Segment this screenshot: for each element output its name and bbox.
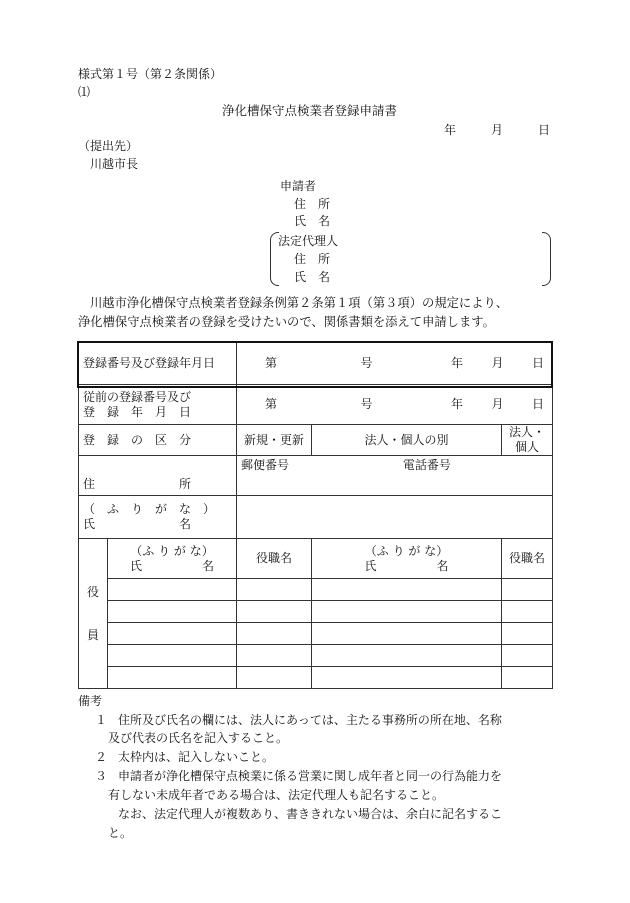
note-2-line-1: 太枠内は、記入しないこと。 (118, 750, 275, 764)
registration-number-value[interactable] (237, 343, 553, 385)
officer-name-header-1 (108, 539, 237, 579)
date-day: 日 (537, 123, 550, 137)
officer-name-cell[interactable] (312, 667, 502, 689)
officer-name-2: 氏 名 (364, 558, 449, 573)
no-go: 号 (360, 356, 373, 370)
note-2-number: ２ (95, 750, 108, 764)
document-title: 浄化槽保守点検業者登録申請書 (222, 103, 398, 118)
reg-day: 日 (532, 356, 545, 370)
officer-name-cell[interactable] (312, 645, 502, 667)
officer-name-cell[interactable] (312, 623, 502, 645)
officer-row (79, 667, 553, 689)
officer-name-cell[interactable] (312, 601, 502, 623)
officer-side-2: 員 (86, 627, 99, 642)
officer-header-row (79, 539, 553, 579)
date-month: 月 (490, 123, 503, 137)
date-year: 年 (444, 123, 457, 137)
intro-line-2: 浄化槽保守点検業者の登録を受けたいので、関係書類を添えて申請します。 (78, 315, 495, 329)
officer-position-header-2: 役職名 (502, 539, 553, 579)
reg-month: 月 (491, 356, 504, 370)
note-3-line-4: と。 (108, 826, 133, 840)
form-number: 様式第１号（第２条関係） (78, 67, 223, 81)
registration-number-label: 登録番号及び登録年月日 (79, 343, 237, 385)
note-1-number: １ (95, 713, 108, 727)
date-line (444, 121, 550, 138)
name-value[interactable] (237, 496, 553, 539)
notes-heading: 備考 (78, 694, 103, 708)
intro-line-1: 川越市浄化槽保守点検業者登録条例第２条第１項（第３項）の規定により、 (90, 296, 509, 310)
agent-name-label: 氏 名 (294, 270, 331, 284)
officer-name-cell[interactable] (108, 645, 237, 667)
officer-name-cell[interactable] (108, 601, 237, 623)
agent-address-label: 住 所 (294, 252, 331, 266)
officer-side-label (79, 539, 108, 689)
officer-name-cell[interactable] (108, 579, 237, 601)
officer-position-cell[interactable] (502, 645, 553, 667)
note-3-line-3: なお、法定代理人が複数あり、書ききれない場合は、余白に記名するこ (118, 807, 503, 821)
officer-position-header-1: 役職名 (237, 539, 312, 579)
registration-type-label: 登 録 の 区 分 (79, 425, 237, 456)
registration-type-row (79, 425, 553, 456)
prev-label-line-1: 従前の登録番号及び (83, 389, 192, 404)
officer-side-1: 役 (86, 584, 99, 599)
officer-position-cell[interactable] (237, 667, 312, 689)
registration-table (78, 342, 553, 689)
submit-to: 川越市長 (90, 157, 139, 171)
prev-no-go: 号 (360, 397, 373, 411)
officer-name-1: 氏 名 (130, 558, 215, 573)
address-label (79, 456, 237, 496)
phone-label: 電話番号 (402, 458, 451, 472)
officer-row (79, 645, 553, 667)
registration-number-row (79, 343, 553, 385)
prev-label-line-2: 登 録 年 月 日 (83, 404, 192, 419)
prev-year: 年 (451, 397, 464, 411)
sub-number: ⑴ (78, 85, 91, 99)
note-3-number: ３ (95, 769, 108, 783)
address-row (79, 456, 553, 496)
registration-type-value[interactable]: 新規・更新 (237, 425, 312, 456)
name-label-text: 氏 名 (83, 517, 192, 531)
applicant-address-label: 住 所 (294, 197, 331, 211)
officer-name-cell[interactable] (108, 623, 237, 645)
officer-position-cell[interactable] (237, 601, 312, 623)
applicant-name-label: 氏 名 (294, 214, 331, 228)
officer-position-cell[interactable] (237, 623, 312, 645)
prev-no-dai: 第 (265, 397, 278, 411)
prev-day: 日 (532, 397, 545, 411)
officer-row (79, 623, 553, 645)
entity-type-value[interactable]: 法人・個人 (502, 425, 553, 456)
agent-heading: 法定代理人 (278, 234, 339, 248)
officer-name-header-2 (312, 539, 502, 579)
bracket-right (542, 232, 551, 286)
prev-month: 月 (491, 397, 504, 411)
officer-furigana-2: （ふ り が な） (364, 543, 449, 558)
officer-position-cell[interactable] (502, 623, 553, 645)
entity-type-label: 法人・個人の別 (312, 425, 502, 456)
address-value[interactable] (237, 456, 553, 496)
officer-position-cell[interactable] (502, 601, 553, 623)
reg-year: 年 (451, 356, 464, 370)
furigana-label: （ ふ り が な ） (83, 502, 216, 516)
officer-position-cell[interactable] (502, 667, 553, 689)
name-label (79, 496, 237, 539)
officer-furigana-1: （ふ り が な） (130, 543, 214, 558)
postal-label: 郵便番号 (241, 458, 290, 472)
applicant-heading: 申請者 (280, 179, 317, 193)
officer-name-cell[interactable] (108, 667, 237, 689)
submit-to-label: （提出先） (78, 139, 139, 153)
officer-name-cell[interactable] (312, 579, 502, 601)
officer-position-cell[interactable] (502, 579, 553, 601)
previous-registration-value[interactable] (237, 385, 553, 425)
officer-position-cell[interactable] (237, 579, 312, 601)
note-1-line-2: 及び代表の氏名を記入すること。 (108, 731, 289, 745)
officer-position-cell[interactable] (237, 645, 312, 667)
previous-registration-row (79, 385, 553, 425)
address-label-text: 住 所 (83, 477, 192, 491)
note-3-line-2: 有しない未成年者である場合は、法定代理人も記名すること。 (108, 788, 445, 802)
previous-registration-label (79, 385, 237, 425)
name-row (79, 496, 553, 539)
officer-row (79, 601, 553, 623)
no-dai: 第 (265, 356, 278, 370)
note-3-line-1: 申請者が浄化槽保守点検業に係る営業に関し成年者と同一の行為能力を (118, 769, 503, 783)
note-1-line-1: 住所及び氏名の欄には、法人にあっては、主たる事務所の所在地、名称 (118, 713, 502, 727)
officer-row (79, 579, 553, 601)
